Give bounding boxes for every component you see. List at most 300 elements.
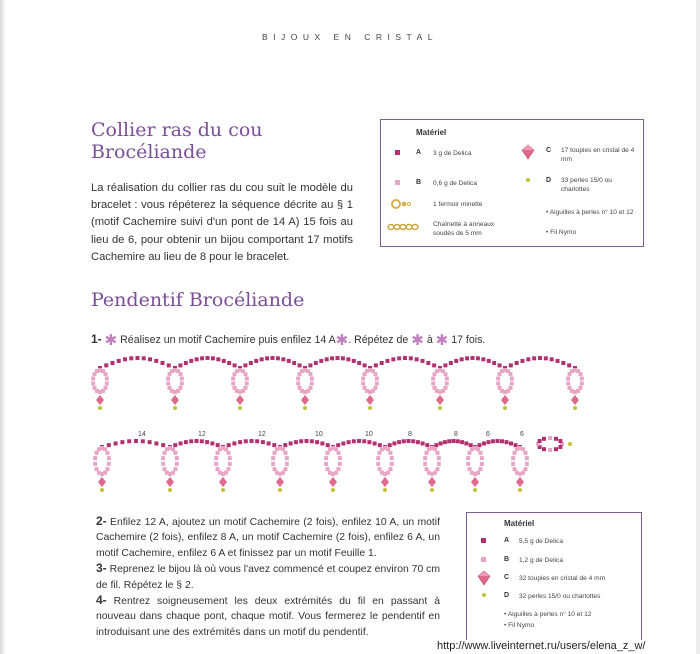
delica-bead (443, 372, 447, 376)
delica-bead (423, 456, 427, 460)
delica-bead (558, 445, 562, 449)
delica-bead (319, 359, 323, 363)
delica-bead (386, 447, 390, 451)
delica-bead (478, 467, 482, 471)
star-icon: ✱ (104, 332, 118, 349)
delica-bead (300, 369, 304, 373)
delica-bead (154, 359, 158, 363)
delica-bead (117, 359, 121, 363)
delica-bead (91, 381, 95, 385)
delica-bead (513, 467, 517, 471)
delica-bead (142, 356, 146, 360)
delica-bead (561, 361, 565, 365)
crystal-bead (171, 395, 179, 405)
delica-bead (195, 357, 199, 361)
crystal-bead (571, 395, 579, 405)
delica-bead (427, 447, 431, 451)
delica-bead (200, 356, 204, 360)
delica-bead (478, 451, 482, 455)
delica-bead (380, 447, 384, 451)
delica-bead (435, 451, 439, 455)
crystal-bead (428, 477, 436, 487)
count-label: 10 (365, 431, 373, 438)
crystal-bead (501, 395, 509, 405)
materiel-box-collier (380, 119, 644, 247)
delica-bead (509, 441, 513, 445)
delica-bead (267, 441, 271, 445)
delica-bead (136, 356, 140, 360)
delica-bead (222, 359, 226, 363)
footer-url[interactable]: http://www.liveinternet.ru/users/elena_z_w/ (437, 640, 646, 652)
delica-bead (299, 439, 303, 443)
delica-bead (361, 377, 365, 381)
square-bead-icon (481, 538, 486, 543)
delica-bead (171, 447, 175, 451)
delica-bead (283, 467, 287, 471)
delica-bead (179, 441, 183, 445)
charlotte-bead (568, 442, 572, 446)
delica-bead (363, 386, 367, 390)
delica-bead (480, 456, 484, 460)
delica-bead (513, 451, 517, 455)
step-number: 2- (96, 514, 107, 528)
step-text: Réalisez un motif Cachemire puis enfilez 14 A (120, 334, 336, 346)
delica-bead (433, 386, 437, 390)
delica-bead (509, 363, 513, 367)
delica-bead (347, 440, 351, 444)
delica-bead (180, 377, 184, 381)
delica-bead (570, 369, 574, 373)
delica-bead (521, 447, 525, 451)
delica-bead (482, 441, 486, 445)
count-label: 12 (258, 431, 266, 438)
delica-bead (380, 361, 384, 365)
delica-bead (148, 357, 152, 361)
item-text: 0,6 g de Delica (433, 180, 477, 187)
delica-bead (447, 439, 451, 443)
steps-text (96, 514, 440, 640)
item-text: 32 toupies en cristal de 4 mm (519, 575, 606, 582)
delica-bead (434, 443, 438, 447)
delica-bead (228, 462, 232, 466)
delica-bead (107, 443, 111, 447)
delica-bead (445, 381, 449, 385)
delica-bead (308, 363, 312, 367)
delica-bead (273, 451, 277, 455)
delica-bead (214, 462, 218, 466)
extra-item: • Aiguilles à perles n° 10 et 12 (504, 611, 592, 618)
delica-bead (275, 447, 279, 451)
delica-bead (216, 451, 220, 455)
crystal-bead (471, 477, 479, 487)
charlotte-bead (221, 488, 225, 492)
item-text: 3 g de Delica (433, 150, 472, 157)
delica-bead (180, 381, 184, 385)
delica-bead (511, 462, 515, 466)
step-text: 17 fois. (451, 334, 486, 346)
delica-bead (411, 439, 415, 443)
delica-bead (310, 439, 314, 443)
count-label: 6 (520, 431, 524, 438)
delica-bead (378, 467, 382, 471)
delica-bead (432, 363, 436, 367)
step-4 (96, 593, 440, 640)
delica-bead (437, 456, 441, 460)
delica-bead (281, 357, 285, 361)
delica-bead (254, 359, 258, 363)
beading-diagram (80, 350, 680, 520)
delica-bead (336, 451, 340, 455)
delica-bead (514, 443, 518, 447)
delica-bead (104, 363, 108, 367)
delica-bead (310, 381, 314, 385)
delica-bead (336, 356, 340, 360)
delica-bead (165, 471, 169, 475)
delica-bead (336, 443, 340, 447)
delica-bead (161, 361, 165, 365)
delica-bead (287, 359, 291, 363)
delica-bead (460, 440, 464, 444)
delica-bead (285, 456, 289, 460)
collier-title-line1: Collier ras du cou (91, 119, 263, 141)
delica-bead (500, 439, 504, 443)
delica-bead (523, 467, 527, 471)
delica-bead (326, 443, 330, 447)
delica-bead (314, 361, 318, 365)
charlotte-bead (430, 488, 434, 492)
delica-bead (324, 456, 328, 460)
delica-bead (374, 363, 378, 367)
delica-bead (521, 359, 525, 363)
delica-bead (566, 377, 570, 381)
delica-bead (523, 451, 527, 455)
delica-bead (107, 456, 111, 460)
delica-bead (426, 361, 430, 365)
delica-bead (235, 369, 239, 373)
delica-bead (163, 467, 167, 471)
delica-bead (496, 439, 500, 443)
delica-bead (93, 462, 97, 466)
crystal-bead (301, 395, 309, 405)
charlotte-bead (238, 406, 242, 410)
delica-bead (380, 471, 384, 475)
delica-bead (326, 467, 330, 471)
item-letter: B (416, 179, 422, 186)
delica-bead (505, 440, 509, 444)
delica-bead (250, 439, 254, 443)
delica-bead (375, 377, 379, 381)
delica-bead (167, 363, 171, 367)
item-text: 33 perles 15/0 ou charlottes (561, 177, 612, 193)
delica-bead (231, 377, 235, 381)
delica-bead (214, 456, 218, 460)
crystal-bead (381, 477, 389, 487)
count-label: 8 (408, 431, 412, 438)
square-bead-icon (395, 180, 400, 185)
delica-bead (326, 451, 330, 455)
delica-bead (195, 439, 199, 443)
delica-bead (232, 441, 236, 445)
step-text: Rentrez soigneusement les deux extrémités du fil en passant à nouveau dans chaque pont, chaque motif. Vous fermerez le pendentif en introduisant une des extrémités dans un motif du pendentif. (96, 596, 440, 638)
delica-bead (285, 462, 289, 466)
extra-item: • Fil Nymo (546, 229, 577, 236)
delica-bead (454, 359, 458, 363)
delica-bead (416, 440, 420, 444)
delica-bead (289, 441, 293, 445)
delica-bead (325, 357, 329, 361)
delica-bead (515, 447, 519, 451)
delica-bead (496, 381, 500, 385)
delica-bead (228, 456, 232, 460)
delica-bead (166, 377, 170, 381)
delica-bead (91, 377, 95, 381)
delica-bead (324, 462, 328, 466)
crystal-bead (166, 477, 174, 487)
square-bead-icon (481, 557, 486, 562)
delica-bead (435, 369, 439, 373)
delica-bead (554, 447, 558, 451)
delica-bead (357, 361, 361, 365)
delica-bead (173, 443, 177, 447)
step-text: à (426, 334, 433, 346)
delica-bead (542, 447, 546, 451)
charlotte-bead (278, 488, 282, 492)
count-label: 14 (138, 431, 146, 438)
crystal-bead (96, 395, 104, 405)
step-number: 1- (91, 332, 102, 346)
delica-bead (365, 369, 369, 373)
delica-bead (388, 451, 392, 455)
step-1 (91, 331, 485, 349)
delica-bead (218, 447, 222, 451)
delica-bead (492, 361, 496, 365)
delica-bead (407, 439, 411, 443)
delica-bead (346, 357, 350, 361)
delica-bead (336, 467, 340, 471)
delica-bead (515, 361, 519, 365)
delica-bead (544, 356, 548, 360)
crystal-bead (276, 477, 284, 487)
delica-bead (476, 447, 480, 451)
delica-bead (163, 451, 167, 455)
delica-bead (265, 356, 269, 360)
delica-bead (161, 462, 165, 466)
delica-bead (305, 439, 309, 443)
dot-bead-icon (526, 178, 530, 182)
collier-intro-text: La réalisation du collier ras du cou suit le modèle du bracelet : vous répéterez la séquence décrite au § 1 (motif Cachemire suivi d'un pont de 14 A) 15 fois au lieu de 6, pour obtenir un bijou comportant 17 motifs Cachemire au lieu de 8 pour le bracelet. (91, 182, 353, 263)
delica-bead (500, 369, 504, 373)
delica-bead (464, 441, 468, 445)
delica-bead (260, 357, 264, 361)
step-text: Reprenez le bijou là où vous l'avez commencé et coupez environ 70 cm de fil. Répétez le § 2. (96, 564, 440, 591)
delica-bead (97, 447, 101, 451)
delica-bead (567, 363, 571, 367)
delica-bead (578, 372, 582, 376)
clasp-icon (390, 198, 412, 210)
crystal-bicone-icon (520, 144, 536, 160)
delica-bead (403, 356, 407, 360)
delica-bead (415, 357, 419, 361)
charlotte-bead (100, 488, 104, 492)
count-label: 8 (454, 431, 458, 438)
item-text: 1 fermoir minette (433, 201, 483, 208)
charlotte-bead (168, 488, 172, 492)
delica-bead (465, 356, 469, 360)
delica-bead (554, 437, 558, 441)
delica-bead (515, 471, 519, 475)
delica-bead (367, 440, 371, 444)
step-number: 3- (96, 561, 107, 576)
delica-bead (425, 467, 429, 471)
delica-bead (123, 357, 127, 361)
delica-bead (496, 377, 500, 381)
delica-bead (227, 361, 231, 365)
delica-bead (294, 440, 298, 444)
charlotte-bead (383, 488, 387, 492)
delica-bead (161, 456, 165, 460)
delica-bead (580, 377, 584, 381)
count-label: 6 (486, 431, 490, 438)
delica-bead (103, 372, 107, 376)
delica-bead (538, 356, 542, 360)
delica-bead (338, 462, 342, 466)
delica-bead (175, 462, 179, 466)
step-text: . Répétez de (348, 334, 409, 346)
delica-bead (93, 456, 97, 460)
delica-bead (273, 467, 277, 471)
delica-bead (452, 439, 456, 443)
delica-bead (388, 443, 392, 447)
delica-bead (243, 372, 247, 376)
diagram-row-1 (91, 356, 584, 410)
delica-bead (105, 451, 109, 455)
chain-icon (387, 222, 421, 232)
charlotte-bead (368, 406, 372, 410)
delica-bead (161, 443, 165, 447)
crystal-bead (366, 395, 374, 405)
delica-bead (310, 377, 314, 381)
extra-item: • Aiguilles à perles n° 10 et 12 (546, 209, 634, 216)
delica-bead (427, 471, 431, 475)
delica-bead (114, 441, 118, 445)
charlotte-bead (503, 406, 507, 410)
delica-bead (491, 439, 495, 443)
delica-bead (255, 439, 259, 443)
collier-title (91, 119, 263, 163)
delica-bead (498, 363, 502, 367)
delica-bead (481, 357, 485, 361)
item-letter: C (546, 147, 552, 154)
diagram-count-labels (138, 431, 524, 438)
delica-bead (243, 363, 247, 367)
delica-bead (526, 357, 530, 361)
delica-bead (120, 440, 124, 444)
delica-bead (471, 356, 475, 360)
delica-bead (328, 471, 332, 475)
delica-bead (352, 359, 356, 363)
delica-bead (478, 443, 482, 447)
materiel-title: Matériel (504, 519, 535, 528)
delica-bead (437, 462, 441, 466)
delica-bead (435, 467, 439, 471)
delica-bead (468, 467, 472, 471)
delica-bead (423, 462, 427, 466)
delica-bead (168, 386, 172, 390)
page-spine-shadow (0, 0, 6, 654)
delica-bead (226, 467, 230, 471)
delica-bead (271, 462, 275, 466)
delica-bead (550, 357, 554, 361)
star-icon: ✱ (335, 332, 349, 349)
delica-bead (166, 381, 170, 385)
item-letter: C (504, 574, 510, 581)
pendentif-title: Pendentif Brocéliande (91, 289, 305, 311)
delica-bead (487, 359, 491, 363)
item-letter: A (416, 149, 422, 156)
delica-bead (376, 456, 380, 460)
delica-bead (397, 440, 401, 444)
item-text: 32 perles 15/0 ou charlottes (519, 593, 601, 600)
delica-bead (397, 356, 401, 360)
extra-item: • Fil Nymo (504, 622, 535, 629)
delica-bead (189, 359, 193, 363)
delica-bead (296, 377, 300, 381)
delica-bead (556, 359, 560, 363)
delica-bead (216, 357, 220, 361)
delica-bead (390, 456, 394, 460)
star-icon: ✱ (411, 332, 424, 349)
delica-bead (308, 372, 312, 376)
charlotte-bead (173, 406, 177, 410)
delica-bead (439, 441, 443, 445)
diagram-row-2 (93, 436, 572, 492)
delica-bead (421, 441, 425, 445)
item-letter: A (504, 537, 510, 544)
delica-bead (375, 381, 379, 385)
delica-bead (538, 439, 542, 443)
delica-bead (480, 462, 484, 466)
step-number: 4- (96, 593, 107, 608)
delica-bead (390, 462, 394, 466)
delica-bead (402, 439, 406, 443)
delica-bead (127, 439, 131, 443)
delica-bead (178, 363, 182, 367)
charlotte-bead (573, 406, 577, 410)
delica-bead (173, 451, 177, 455)
delica-bead (105, 381, 109, 385)
delica-bead (542, 437, 546, 441)
item-text: 1,2 g de Delica (519, 557, 563, 564)
delica-bead (271, 356, 275, 360)
delica-bead (245, 381, 249, 385)
delica-bead (558, 439, 562, 443)
delica-bead (175, 456, 179, 460)
delica-bead (466, 462, 470, 466)
dot-bead-icon (482, 593, 486, 597)
delica-bead (510, 377, 514, 381)
delica-bead (378, 443, 382, 447)
crystal-bead (516, 477, 524, 487)
delica-bead (443, 440, 447, 444)
delica-bead (216, 443, 220, 447)
delica-bead (357, 439, 361, 443)
delica-bead (296, 381, 300, 385)
delica-bead (431, 377, 435, 381)
delica-bead (281, 447, 285, 451)
delica-bead (245, 377, 249, 381)
delica-bead (165, 447, 169, 451)
item-letter: D (546, 177, 552, 184)
